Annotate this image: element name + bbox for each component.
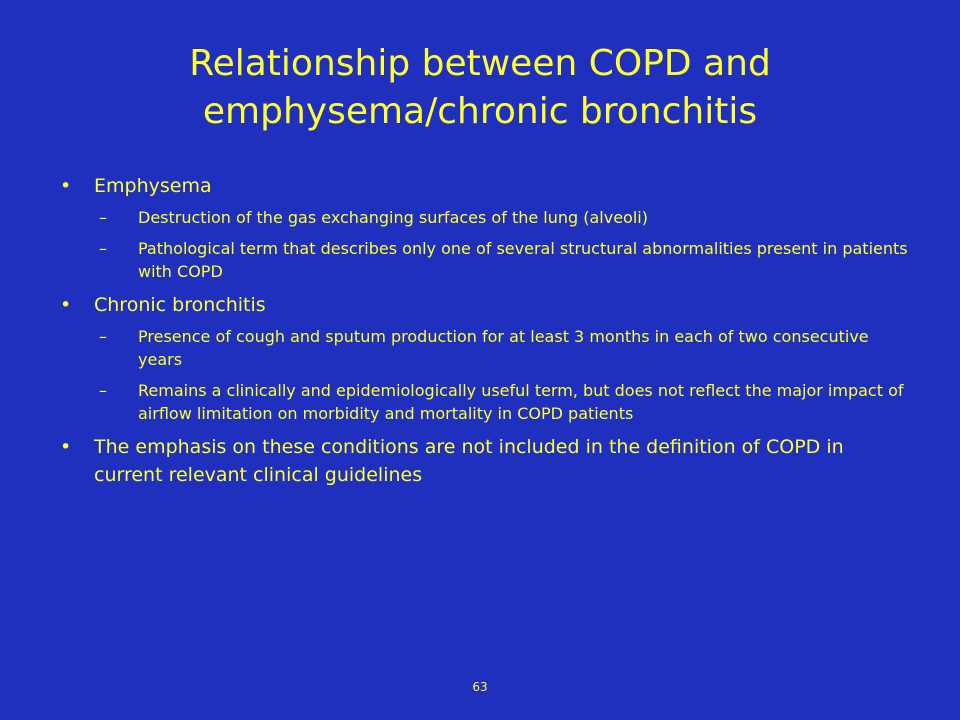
sub-list-emphysema xyxy=(58,206,908,283)
bullet-marker: • xyxy=(60,294,72,316)
title-line-1: Relationship between COPD and xyxy=(189,43,771,84)
bullet-text: The emphasis on these conditions are not included in the definition of COPD in current relevant clinical guidelines xyxy=(94,436,844,486)
sub-item xyxy=(58,237,908,283)
slide-title xyxy=(80,40,880,136)
bullet-marker: • xyxy=(60,175,72,197)
sub-item xyxy=(58,379,908,425)
bullet-chronic-bronchitis xyxy=(58,291,908,319)
sub-item xyxy=(58,325,908,371)
sub-item-text: Destruction of the gas exchanging surfaces of the lung (alveoli) xyxy=(138,208,648,227)
title-line-2: emphysema/chronic bronchitis xyxy=(202,91,758,132)
bullet-emphysema xyxy=(58,172,908,200)
sub-list-chronic-bronchitis xyxy=(58,325,908,425)
sub-item-text: Presence of cough and sputum production for at least 3 months in each of two consecutive years xyxy=(138,327,869,369)
bullet-text: Chronic bronchitis xyxy=(94,294,266,316)
bullet-list xyxy=(58,172,908,495)
bullet-marker: • xyxy=(60,436,72,458)
dash-marker: – xyxy=(99,327,107,346)
bullet-guidelines xyxy=(58,433,908,489)
dash-marker: – xyxy=(99,239,107,258)
dash-marker: – xyxy=(99,381,107,400)
sub-item-text: Remains a clinically and epidemiologically useful term, but does not reflect the major impact of airflow limitation on morbidity and mortality in COPD patients xyxy=(138,381,904,423)
bullet-text: Emphysema xyxy=(94,175,212,197)
dash-marker: – xyxy=(99,208,107,227)
sub-item-text: Pathological term that describes only one of several structural abnormalities present in patients with COPD xyxy=(138,239,908,281)
sub-item xyxy=(58,206,908,229)
page-number: 63 xyxy=(472,680,488,694)
